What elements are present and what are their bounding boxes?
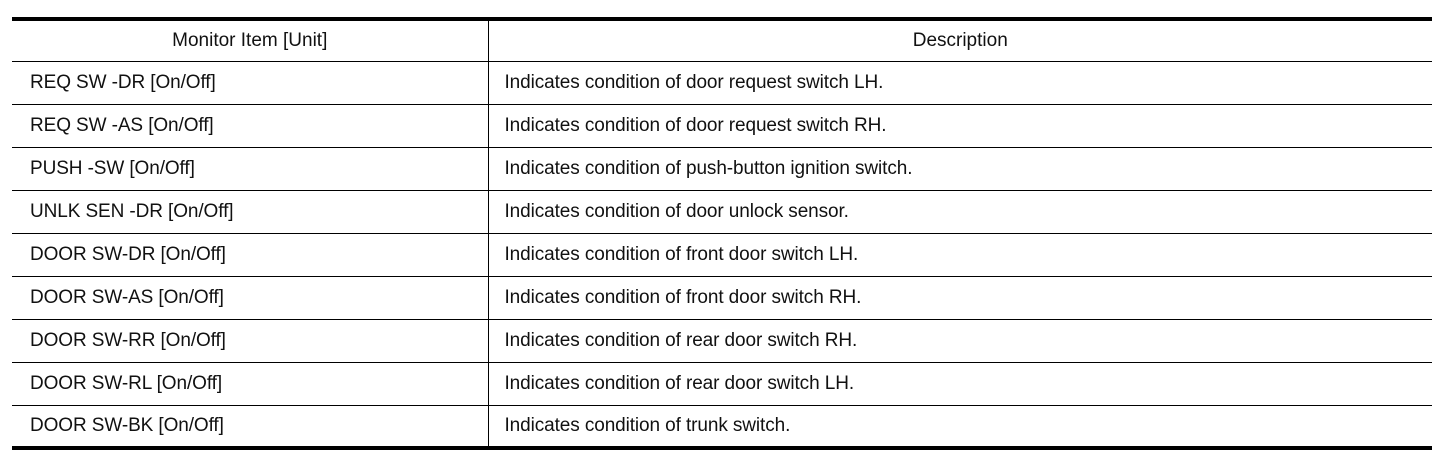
table-header xyxy=(12,19,1432,61)
monitor-item-cell: REQ SW -AS [On/Off] xyxy=(12,104,488,147)
header-monitor-item: Monitor Item [Unit] xyxy=(12,19,488,61)
description-cell: Indicates condition of front door switch LH. xyxy=(488,233,1432,276)
description-cell: Indicates condition of door request switch LH. xyxy=(488,61,1432,104)
monitor-item-cell: DOOR SW-AS [On/Off] xyxy=(12,276,488,319)
description-cell: Indicates condition of trunk switch. xyxy=(488,405,1432,448)
table-row xyxy=(12,319,1432,362)
table-row xyxy=(12,362,1432,405)
monitor-item-table xyxy=(12,17,1432,450)
monitor-item-cell: PUSH -SW [On/Off] xyxy=(12,147,488,190)
table-row xyxy=(12,147,1432,190)
description-cell: Indicates condition of door request switch RH. xyxy=(488,104,1432,147)
table-row xyxy=(12,276,1432,319)
table-row xyxy=(12,104,1432,147)
header-description: Description xyxy=(488,19,1432,61)
table-row xyxy=(12,233,1432,276)
table-row xyxy=(12,405,1432,448)
description-cell: Indicates condition of door unlock sensor. xyxy=(488,190,1432,233)
monitor-item-cell: DOOR SW-RL [On/Off] xyxy=(12,362,488,405)
monitor-item-cell: REQ SW -DR [On/Off] xyxy=(12,61,488,104)
table-body xyxy=(12,61,1432,448)
header-row xyxy=(12,19,1432,61)
description-cell: Indicates condition of push-button ignition switch. xyxy=(488,147,1432,190)
description-cell: Indicates condition of rear door switch RH. xyxy=(488,319,1432,362)
table-row xyxy=(12,61,1432,104)
monitor-item-cell: UNLK SEN -DR [On/Off] xyxy=(12,190,488,233)
monitor-item-cell: DOOR SW-RR [On/Off] xyxy=(12,319,488,362)
description-cell: Indicates condition of front door switch RH. xyxy=(488,276,1432,319)
table-row xyxy=(12,190,1432,233)
monitor-item-table-container xyxy=(12,17,1432,450)
monitor-item-cell: DOOR SW-BK [On/Off] xyxy=(12,405,488,448)
monitor-item-cell: DOOR SW-DR [On/Off] xyxy=(12,233,488,276)
description-cell: Indicates condition of rear door switch LH. xyxy=(488,362,1432,405)
